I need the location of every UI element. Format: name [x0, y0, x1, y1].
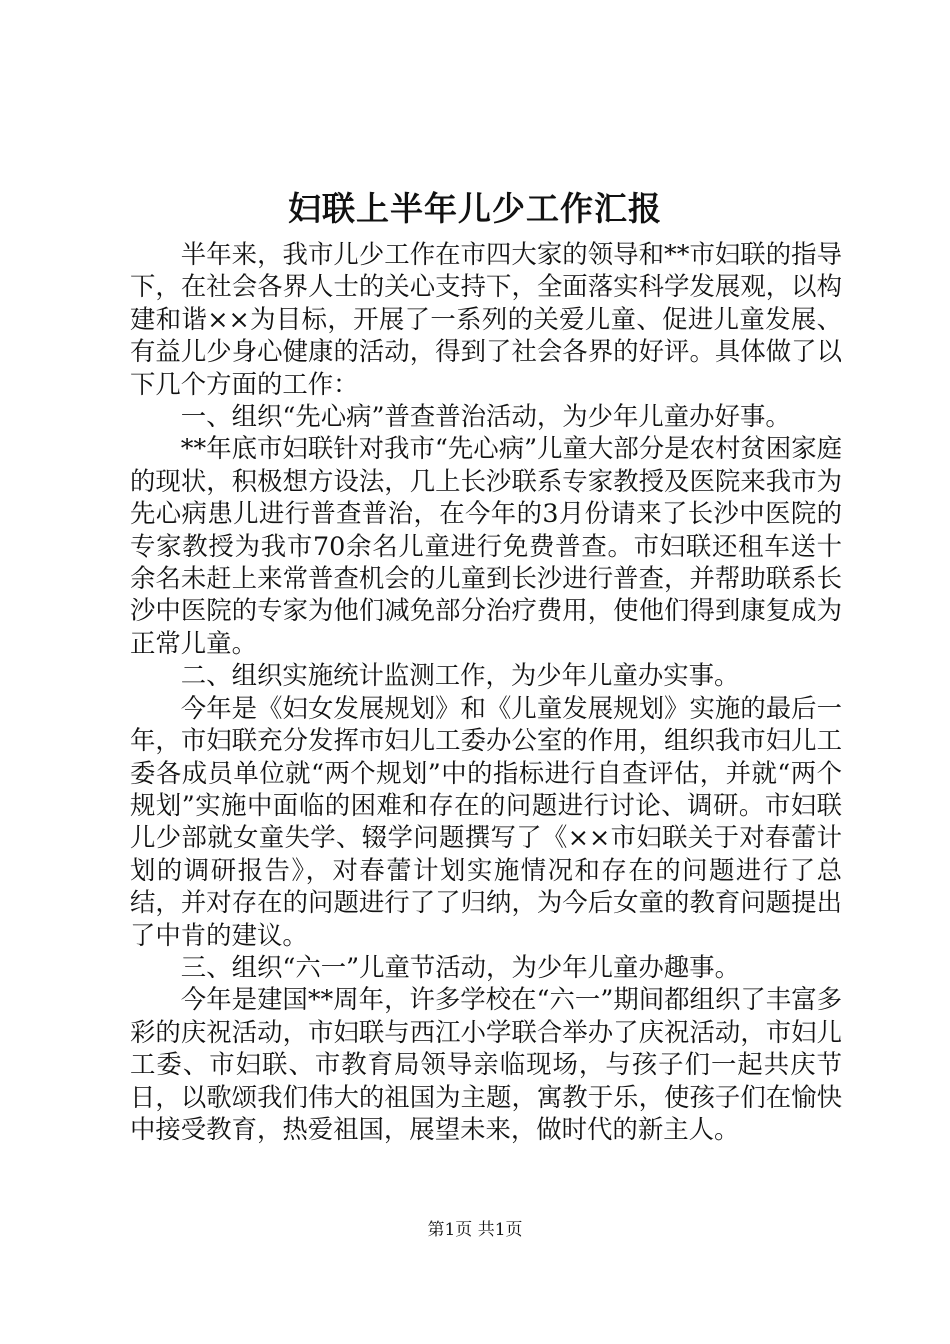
paragraph-section-2: 今年是《妇女发展规划》和《儿童发展规划》实施的最后一年，市妇联充分发挥市妇儿工委办公室的作用，组织我市妇儿工委各成员单位就“两个规划”中的指标进行自查评估，并就“两个规划”实施中面临的困难和存在的问题进行讨论、调研。市妇联儿少部就女童失学、辍学问题撰写了《××市妇联关于对春蕾计划的调研报告》，对春蕾计划实施情况和存在的问题进行了总结，并对存在的问题进行了了归纳，为今后女童的教育问题提出了中肯的建议。: [130, 692, 842, 950]
paragraph-section-1: **年底市妇联针对我市“先心病”儿童大部分是农村贫困家庭的现状，积极想方设法，几上长沙联系专家教授及医院来我市为先心病患儿进行普查普治，在今年的3月份请来了长沙中医院的专家教授为我市70余名儿童进行免费普查。市妇联还租车送十余名未赶上来常普查机会的儿童到长沙进行普查，并帮助联系长沙中医院的专家为他们减免部分治疗费用，使他们得到康复成为正常儿童。: [130, 433, 842, 658]
paragraph-section-3: 今年是建国**周年，许多学校在“六一”期间都组织了丰富多彩的庆祝活动，市妇联与西江小学联合举办了庆祝活动，市妇儿工委、市妇联、市教育局领导亲临现场，与孩子们一起共庆节日，以歌颂我们伟大的祖国为主题，寓教于乐，使孩子们在愉快中接受教育，热爱祖国，展望未来，做时代的新主人。: [130, 984, 842, 1144]
page-number-footer: 第1页 共1页: [427, 1220, 523, 1240]
document-body: [130, 238, 842, 1145]
section-heading-1: 一、组织“先心病”普查普治活动，为少年儿童办好事。: [180, 401, 791, 432]
section-heading-3: 三、组织“六一”儿童节活动，为少年儿童办趣事。: [180, 951, 740, 982]
document-title: 妇联上半年儿少工作汇报: [288, 189, 662, 228]
paragraph-intro: 半年来，我市儿少工作在市四大家的领导和**市妇联的指导下，在社会各界人士的关心支持下，全面落实科学发展观，以构建和谐××为目标，开展了一系列的关爱儿童、促进儿童发展、有益儿少身心健康的活动，得到了社会各界的好评。具体做了以下几个方面的工作：: [130, 239, 842, 399]
section-heading-2: 二、组织实施统计监测工作，为少年儿童办实事。: [180, 660, 740, 691]
